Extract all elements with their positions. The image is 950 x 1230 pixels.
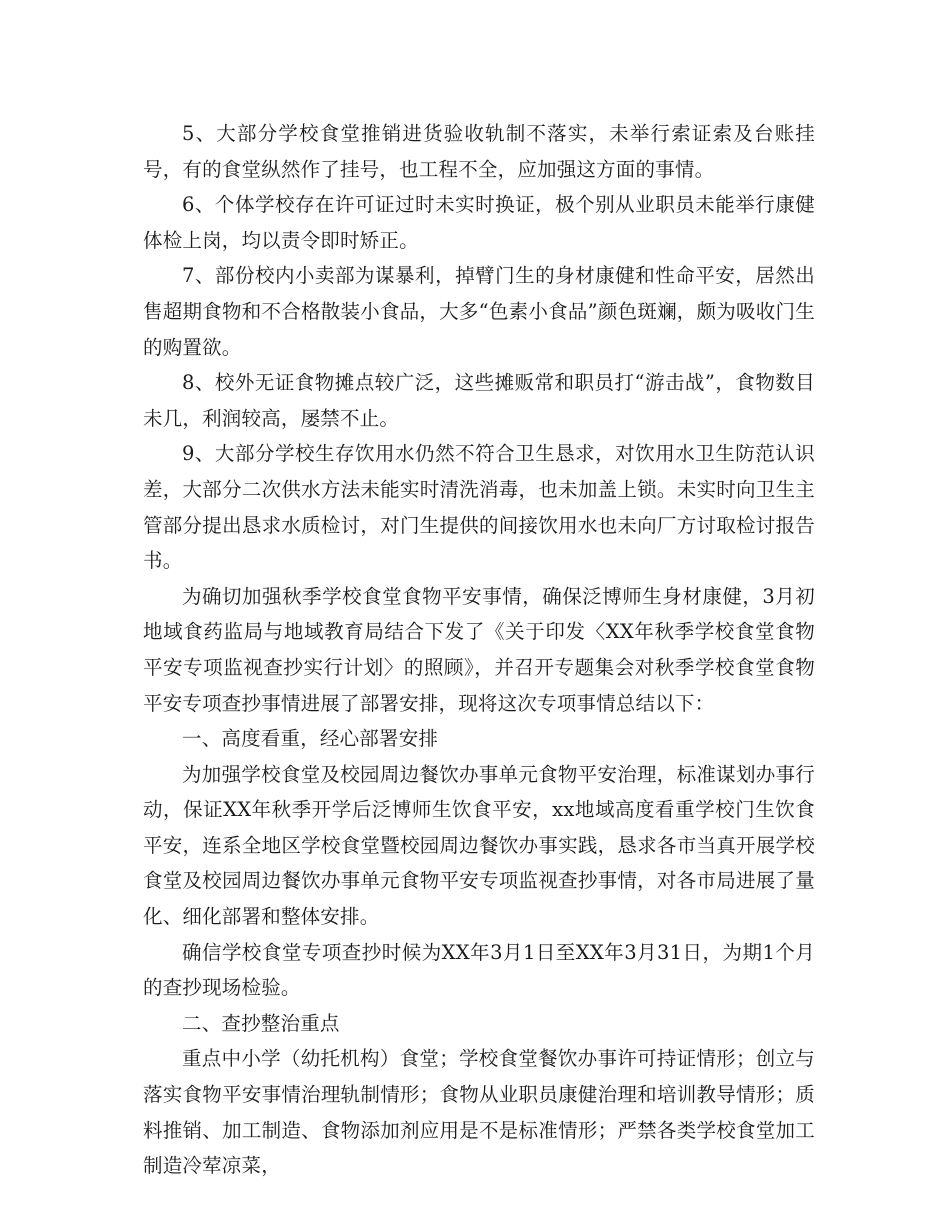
paragraph-section-2: 重点中小学（幼托机构）食堂；学校食堂餐饮办事许可持证情形；创立与落实食物平安事情治理轨制情形；食物从业职员康健治理和培训教导情形；质料推销、加工制造、食物添加剂应用是不是标准情形；严禁各类学校食堂加工制造冷荤凉菜， — [143, 1047, 815, 1178]
paragraph-item-8: 8、校外无证食物摊点较广泛，这些摊贩常和职员打“游击战”，食物数目未几，利润较高，屡禁不止。 — [143, 371, 815, 430]
paragraph-item-9: 9、大部分学校生存饮用水仍然不符合卫生恳求，对饮用水卫生防范认识差，大部分二次供水方法未能实时清洗消毒，也未加盖上锁。未实时向卫生主管部分提出恳求水质检讨，对门生提供的间接饮用水也未向厂方讨取检讨报告书。 — [143, 442, 815, 573]
section-heading-2: 二、查抄整治重点 — [182, 1011, 340, 1035]
paragraph-item-6: 6、个体学校存在许可证过时未实时换证，极个别从业职员未能举行康健体检上岗，均以责令即时矫正。 — [143, 193, 815, 252]
paragraph-section-1: 为加强学校食堂及校园周边餐饮办事单元食物平安治理，标准谋划办事行动，保证XX年秋季开学后泛博师生饮食平安，xx地域高度看重学校门生饮食平安，连系全地区学校食堂暨校园周边餐饮办事实践，恳求各市当真开展学校食堂及校园周边餐饮办事单元食物平安专项监视查抄事情，对各市局进展了量化、细化部署和整体安排。 — [143, 762, 815, 929]
paragraph-schedule: 确信学校食堂专项查抄时候为XX年3月1日至XX年3月31日，为期1个月的查抄现场检验。 — [143, 940, 815, 1000]
section-heading-1: 一、高度看重，经心部署安排 — [182, 727, 439, 751]
paragraph-item-7: 7、部份校内小卖部为谋暴利，掉臂门生的身材康健和性命平安，居然出售超期食物和不合格散装小食品，大多“色素小食品”颜色斑斓，颇为吸收门生的购置欲。 — [143, 264, 815, 359]
paragraph-intro: 为确切加强秋季学校食堂食物平安事情，确保泛博师生身材康健，3月初地域食药监局与地域教育局结合下发了《关于印发〈XX年秋季学校食堂食物平安专项监视查抄实行计划〉的照顾》，并召开专题集会对秋季学校食堂食物平安专项查抄事情进展了部署安排，现将这次专项事情总结以下： — [143, 584, 815, 715]
document-body — [143, 116, 815, 1184]
paragraph-item-5: 5、大部分学校食堂推销进货验收轨制不落实，未举行索证索及台账挂号，有的食堂纵然作了挂号，也工程不全，应加强这方面的事情。 — [143, 122, 815, 181]
